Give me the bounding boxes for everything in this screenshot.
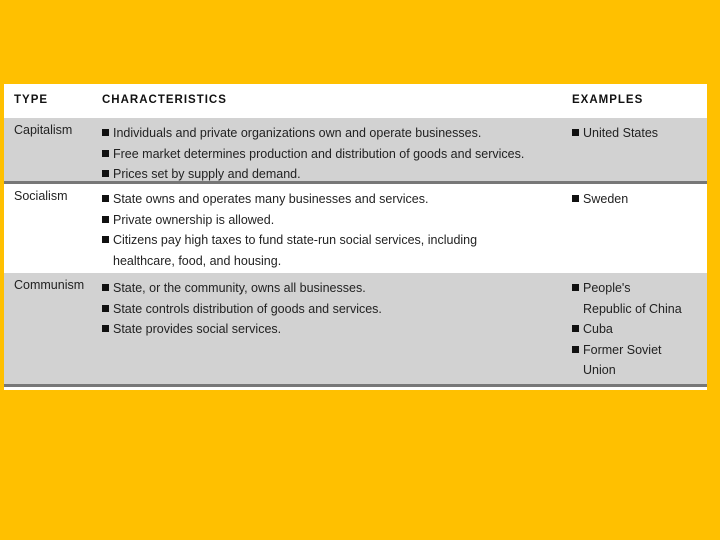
- table-row-communism: [4, 273, 707, 387]
- characteristic-item: Prices set by supply and demand.: [102, 164, 524, 185]
- characteristic-continuation: healthcare, food, and housing.: [113, 253, 282, 268]
- characteristic-item: Individuals and private organizations own and operate businesses.: [102, 123, 524, 144]
- table-row-socialism: [4, 184, 707, 273]
- characteristic-item: Citizens pay high taxes to fund state-run social services, including: [102, 230, 477, 251]
- characteristic-item: State owns and operates many businesses and services.: [102, 189, 477, 210]
- example-continuation: Union: [583, 363, 616, 377]
- example-item: Former Soviet: [572, 340, 682, 361]
- header-type: TYPE: [14, 94, 49, 106]
- type-label: Socialism: [14, 189, 68, 203]
- example-item: Sweden: [572, 189, 628, 210]
- table-header: [4, 84, 707, 118]
- header-characteristics: CHARACTERISTICS: [102, 94, 227, 106]
- type-label: Capitalism: [14, 123, 73, 137]
- table-row-capitalism: [4, 118, 707, 184]
- type-label: Communism: [14, 278, 85, 292]
- characteristic-item: Free market determines production and distribution of goods and services.: [102, 144, 524, 165]
- example-item: Cuba: [572, 319, 682, 340]
- economic-systems-table: [4, 84, 707, 390]
- characteristic-item: Private ownership is allowed.: [102, 210, 477, 231]
- characteristic-item: State provides social services.: [102, 319, 382, 340]
- example-item: United States: [572, 123, 658, 144]
- characteristic-item: State, or the community, owns all businesses.: [102, 278, 382, 299]
- header-examples: EXAMPLES: [572, 94, 644, 106]
- characteristic-item: State controls distribution of goods and services.: [102, 299, 382, 320]
- example-item: People's: [572, 278, 682, 299]
- example-continuation: Republic of China: [583, 301, 682, 316]
